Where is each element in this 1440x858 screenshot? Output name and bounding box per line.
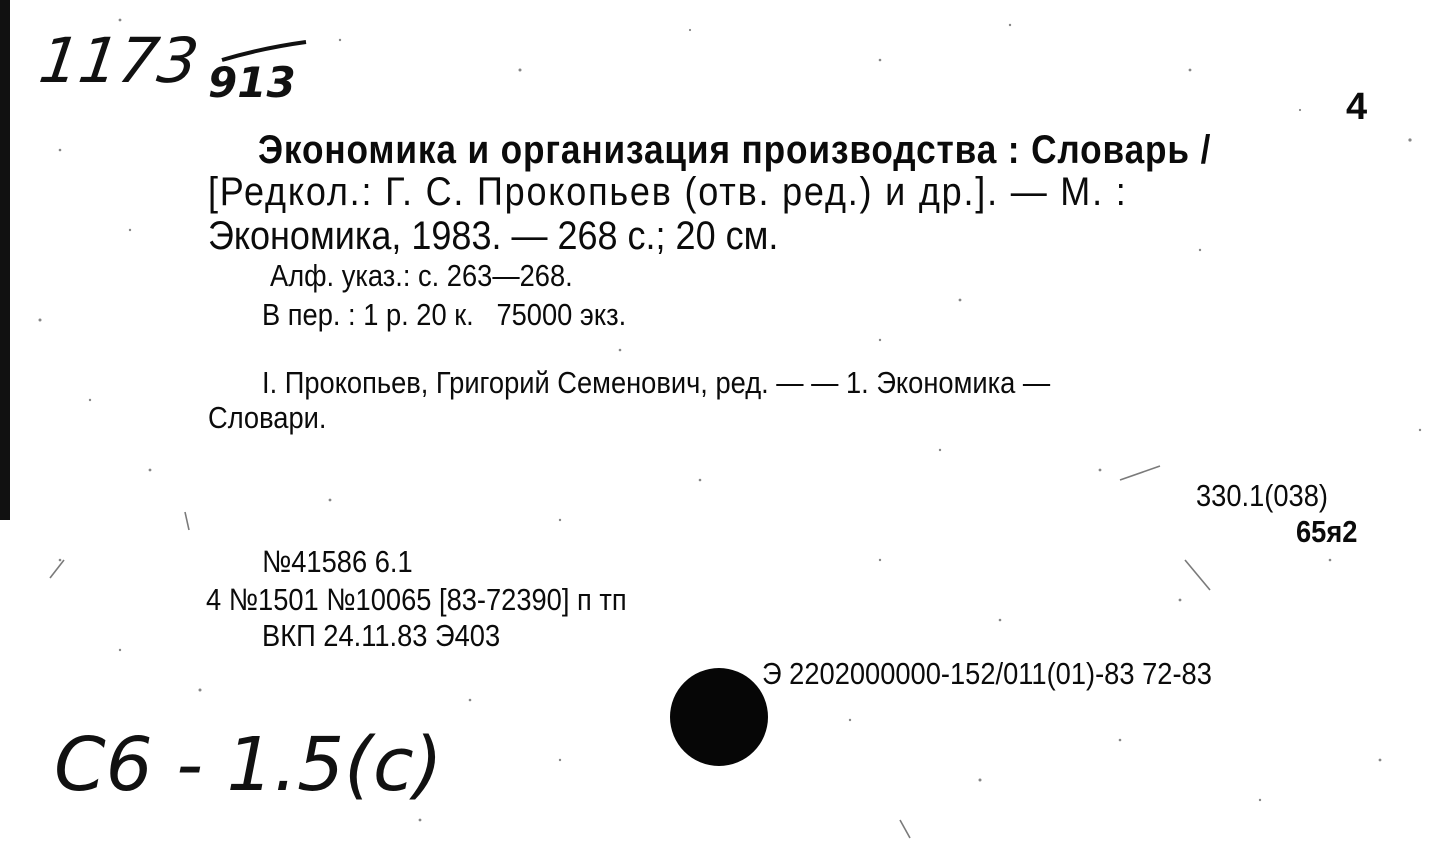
tracing-continuation: Словари. — [208, 400, 327, 435]
entry-price-line: В пер. : 1 р. 20 к. 75000 экз. — [262, 297, 627, 332]
udc-code: 330.1(038) — [1196, 478, 1328, 513]
entry-title-line: Экономика и организация производства : Словарь / — [258, 128, 1212, 172]
handwritten-location-code: C6 - 1.5(c) — [54, 722, 443, 808]
service-line-4: Э 2202000000-152/011(01)-83 72-83 — [762, 656, 1212, 691]
card-sequence-number: 4 — [1346, 86, 1368, 128]
card-punch-hole — [670, 668, 768, 766]
entry-index-note: Алф. указ.: с. 263—268. — [270, 258, 573, 293]
bbk-code: 65я2 — [1296, 514, 1358, 549]
tracing-line: I. Прокопьев, Григорий Семенович, ред. — — 1. Экономика — — [262, 365, 1051, 400]
service-line-3: ВКП 24.11.83 Э403 — [262, 618, 501, 653]
entry-editors-line: [Редкол.: Г. С. Прокопьев (отв. ред.) и др.]. — М. : — [208, 170, 1128, 214]
service-line-2: 4 №1501 №10065 [83-72390] п тп — [206, 582, 627, 617]
service-line-1: №41586 6.1 — [262, 544, 413, 579]
handwritten-shelf-number: 1173 — [34, 24, 203, 97]
handwritten-fraction: 913 — [208, 58, 296, 107]
entry-publisher-line: Экономика, 1983. — 268 с.; 20 см. — [208, 214, 779, 258]
